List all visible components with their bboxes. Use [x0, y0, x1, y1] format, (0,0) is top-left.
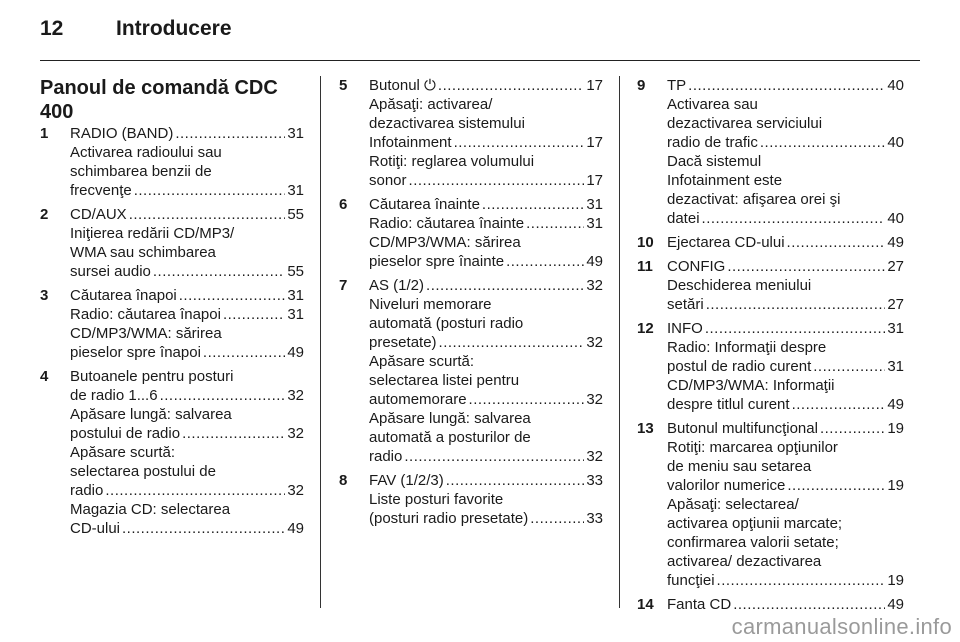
entry-line — [369, 314, 603, 333]
entry-text: automată (posturi radio — [369, 315, 524, 332]
dot-leader — [727, 257, 885, 276]
entry-line-with-page — [667, 319, 904, 338]
page-reference: 33 — [586, 510, 603, 527]
entry-text: postului de radio — [70, 425, 181, 442]
page-reference: 40 — [887, 210, 904, 227]
entry-text: Infotainment — [369, 134, 452, 151]
page-reference: 49 — [887, 596, 904, 613]
entry-line-with-page — [369, 471, 603, 490]
page-reference: 40 — [887, 134, 904, 151]
entry-text: postul de radio curent — [667, 358, 812, 375]
entry-text: WMA sau schimbarea — [70, 244, 216, 261]
entry-line-with-page — [70, 386, 304, 405]
entry-line — [667, 514, 904, 533]
entry-line — [667, 152, 904, 171]
dot-leader — [469, 390, 585, 409]
entry-line-with-page — [369, 76, 603, 95]
entry-line-with-page — [667, 209, 904, 228]
entry-line-with-page — [369, 214, 603, 233]
page-reference: 17 — [586, 77, 603, 94]
entry-text: datei — [667, 210, 700, 227]
dot-leader — [438, 76, 584, 95]
entry-line — [667, 438, 904, 457]
page-title: Introducere — [116, 17, 232, 40]
entry-line — [369, 114, 603, 133]
page-reference: 32 — [586, 277, 603, 294]
entry-text: Activarea sau — [667, 96, 758, 113]
entry-text: dezactivat: afişarea orei şi — [667, 191, 841, 208]
index-entry — [40, 205, 304, 281]
entry-line-with-page — [70, 286, 304, 305]
entry-text: sursei audio — [70, 263, 151, 280]
index-entry — [339, 471, 603, 528]
entry-text: selectarea listei pentru — [369, 372, 520, 389]
page-header — [40, 14, 920, 44]
page-number: 12 — [40, 17, 64, 40]
dot-leader — [760, 133, 885, 152]
entry-line-with-page — [369, 171, 603, 190]
entry-line-with-page — [70, 305, 304, 324]
entry-line-with-page — [369, 252, 603, 271]
entry-line — [70, 224, 304, 243]
index-entry — [637, 319, 904, 414]
entry-text: Căutarea înainte — [369, 196, 480, 213]
page-reference: 31 — [287, 287, 304, 304]
entry-text: CD/MP3/WMA: Informaţii — [667, 377, 835, 394]
entry-text: Căutarea înapoi — [70, 287, 177, 304]
header-divider — [40, 60, 920, 61]
entry-text: setări — [667, 296, 704, 313]
entry-text: Deschiderea meniului — [667, 277, 812, 294]
index-entry — [637, 257, 904, 314]
entry-text: INFO — [667, 320, 703, 337]
column-1 — [40, 76, 304, 543]
dot-leader — [792, 395, 886, 414]
entry-text: CD/MP3/WMA: sărirea — [70, 325, 222, 342]
entry-text: Activarea radioului sau — [70, 144, 222, 161]
entry-line-with-page — [667, 257, 904, 276]
entry-text: de meniu sau setarea — [667, 458, 812, 475]
entry-line — [369, 371, 603, 390]
entry-line — [667, 533, 904, 552]
entry-line — [667, 495, 904, 514]
entry-line — [369, 233, 603, 252]
column-divider — [619, 76, 620, 608]
entry-line-with-page — [70, 424, 304, 443]
entry-number: 3 — [40, 287, 49, 304]
dot-leader — [446, 471, 585, 490]
entry-text: radio — [70, 482, 104, 499]
entry-text: dezactivarea serviciului — [667, 115, 823, 132]
page-reference: 31 — [887, 320, 904, 337]
entry-text: frecvenţe — [70, 182, 132, 199]
page-reference: 55 — [287, 206, 304, 223]
entry-text: (posturi radio presetate) — [369, 510, 529, 527]
dot-leader — [702, 209, 886, 228]
page-reference: 32 — [287, 482, 304, 499]
index-entry — [637, 595, 904, 614]
dot-leader — [105, 481, 285, 500]
entry-line-with-page — [667, 595, 904, 614]
entry-line-with-page — [70, 124, 304, 143]
page-reference: 33 — [586, 472, 603, 489]
page-reference: 19 — [887, 420, 904, 437]
entry-text: Radio: căutarea înainte — [369, 215, 525, 232]
entry-line-with-page — [369, 509, 603, 528]
index-entry — [637, 76, 904, 228]
entry-text: Iniţierea redării CD/MP3/ — [70, 225, 235, 242]
entry-line — [70, 500, 304, 519]
entry-text: radio de trafic — [667, 134, 758, 151]
dot-leader — [223, 305, 285, 324]
entry-text: RADIO (BAND) — [70, 125, 174, 142]
entry-text: activarea opţiunii marcate; — [667, 515, 843, 532]
index-entry — [637, 419, 904, 590]
dot-leader — [526, 214, 584, 233]
page-reference: 31 — [287, 182, 304, 199]
entry-number: 1 — [40, 125, 49, 142]
dot-leader — [409, 171, 585, 190]
entry-text: Butonul ⏻ — [369, 77, 436, 94]
entry-text: selectarea postului de — [70, 463, 216, 480]
entry-text: Infotainment este — [667, 172, 783, 189]
page-reference: 40 — [887, 77, 904, 94]
entry-text: pieselor spre înainte — [369, 253, 505, 270]
column-3 — [637, 76, 904, 619]
dot-leader — [160, 386, 286, 405]
entry-text: CD/MP3/WMA: sărirea — [369, 234, 521, 251]
dot-leader — [733, 595, 885, 614]
entry-number: 9 — [637, 77, 646, 94]
page-reference: 17 — [586, 172, 603, 189]
page-reference: 31 — [586, 196, 603, 213]
watermark: carmanualsonline.info — [731, 614, 952, 639]
entry-line — [70, 162, 304, 181]
entry-number: 8 — [339, 472, 348, 489]
entry-text: despre titlul curent — [667, 396, 790, 413]
page-reference: 49 — [887, 396, 904, 413]
entry-text: Butonul multifuncţional — [667, 420, 818, 437]
entry-line — [369, 490, 603, 509]
page-reference: 31 — [287, 125, 304, 142]
entry-line — [369, 352, 603, 371]
entry-text: Rotiţi: reglarea volumului — [369, 153, 535, 170]
entry-line-with-page — [369, 447, 603, 466]
entry-number: 7 — [339, 277, 348, 294]
entry-line-with-page — [70, 181, 304, 200]
entry-line-with-page — [369, 390, 603, 409]
page-reference: 19 — [887, 572, 904, 589]
dot-leader — [705, 319, 885, 338]
entry-line-with-page — [667, 357, 904, 376]
entry-line — [667, 376, 904, 395]
dot-leader — [203, 343, 285, 362]
dot-leader — [153, 262, 285, 281]
entry-line-with-page — [667, 133, 904, 152]
entry-line — [667, 338, 904, 357]
entry-text: Magazia CD: selectarea — [70, 501, 231, 518]
entry-line — [70, 324, 304, 343]
entry-text: schimbarea benzii de — [70, 163, 212, 180]
entry-line-with-page — [667, 295, 904, 314]
entry-line-with-page — [70, 205, 304, 224]
entry-line — [369, 95, 603, 114]
entry-text: activarea/ dezactivarea — [667, 553, 822, 570]
entry-text: pieselor spre înapoi — [70, 344, 201, 361]
entry-line — [70, 405, 304, 424]
page-reference: 49 — [586, 253, 603, 270]
entry-number: 4 — [40, 368, 49, 385]
entry-text: Radio: Informaţii despre — [667, 339, 827, 356]
entry-text: Ejectarea CD-ului — [667, 234, 785, 251]
page-reference: 31 — [287, 306, 304, 323]
entry-text: automemorare — [369, 391, 467, 408]
entry-text: CD-ului — [70, 520, 121, 537]
entry-text: valorilor numerice — [667, 477, 786, 494]
dot-leader — [717, 571, 886, 590]
entry-line — [369, 295, 603, 314]
entry-line — [667, 552, 904, 571]
entry-text: confirmarea valorii setate; — [667, 534, 839, 551]
entry-line — [667, 457, 904, 476]
dot-leader — [179, 286, 286, 305]
index-entry — [40, 286, 304, 362]
entry-line-with-page — [369, 276, 603, 295]
page-reference: 32 — [287, 387, 304, 404]
entry-text: AS (1/2) — [369, 277, 425, 294]
entry-text: sonor — [369, 172, 407, 189]
entry-line-with-page — [667, 233, 904, 252]
entry-text: de radio 1...6 — [70, 387, 158, 404]
entry-line — [70, 367, 304, 386]
entry-text: Liste posturi favorite — [369, 491, 504, 508]
entry-line — [667, 190, 904, 209]
entry-line-with-page — [667, 76, 904, 95]
page-reference: 32 — [586, 334, 603, 351]
dot-leader — [426, 276, 584, 295]
entry-text: Butoanele pentru posturi — [70, 368, 234, 385]
page-reference: 17 — [586, 134, 603, 151]
page-reference: 32 — [287, 425, 304, 442]
index-entry — [339, 76, 603, 190]
entry-text: dezactivarea sistemului — [369, 115, 525, 132]
entry-number: 5 — [339, 77, 348, 94]
page-reference: 49 — [287, 344, 304, 361]
page-reference: 32 — [586, 391, 603, 408]
dot-leader — [787, 233, 886, 252]
dot-leader — [182, 424, 285, 443]
entry-text: Apăsaţi: selectarea/ — [667, 496, 799, 513]
entry-line — [70, 143, 304, 162]
dot-leader — [506, 252, 584, 271]
entry-text: Dacă sistemul — [667, 153, 762, 170]
entry-number: 6 — [339, 196, 348, 213]
entry-line — [70, 243, 304, 262]
entry-number: 12 — [637, 320, 654, 337]
entry-text: FAV (1/2/3) — [369, 472, 444, 489]
dot-leader — [439, 333, 585, 352]
entry-number: 10 — [637, 234, 654, 251]
entry-line — [667, 114, 904, 133]
page-reference: 31 — [586, 215, 603, 232]
dot-leader — [404, 447, 584, 466]
entry-text: Apăsaţi: activarea/ — [369, 96, 493, 113]
entry-text: funcţiei — [667, 572, 715, 589]
section-title: Panoul de comandă CDC 400 — [40, 77, 278, 123]
entry-line — [369, 409, 603, 428]
entry-line-with-page — [667, 419, 904, 438]
entry-number: 11 — [637, 258, 653, 275]
entry-line-with-page — [369, 195, 603, 214]
entry-text: Fanta CD — [667, 596, 732, 613]
index-entry — [339, 195, 603, 271]
entry-number: 14 — [637, 596, 654, 613]
entry-text: Apăsare scurtă: — [70, 444, 176, 461]
column-divider — [320, 76, 321, 608]
page-reference: 32 — [586, 448, 603, 465]
entry-line-with-page — [70, 481, 304, 500]
entry-text: automată a posturilor de — [369, 429, 531, 446]
dot-leader — [122, 519, 285, 538]
entry-line — [667, 276, 904, 295]
page-reference: 49 — [887, 234, 904, 251]
entry-text: Apăsare lungă: salvarea — [369, 410, 531, 427]
entry-text: Apăsare lungă: salvarea — [70, 406, 232, 423]
page-reference: 49 — [287, 520, 304, 537]
index-entry — [339, 276, 603, 466]
entry-text: Radio: căutarea înapoi — [70, 306, 221, 323]
entry-line — [70, 443, 304, 462]
entry-text: radio — [369, 448, 403, 465]
dot-leader — [820, 419, 885, 438]
entry-line-with-page — [667, 571, 904, 590]
dot-leader — [134, 181, 286, 200]
page-reference: 55 — [287, 263, 304, 280]
dot-leader — [706, 295, 886, 314]
entry-line — [369, 428, 603, 447]
index-entry — [40, 124, 304, 200]
dot-leader — [530, 509, 584, 528]
entry-text: CONFIG — [667, 258, 726, 275]
index-entry — [637, 233, 904, 252]
entry-line-with-page — [369, 133, 603, 152]
entry-line-with-page — [70, 519, 304, 538]
entry-text: Niveluri memorare — [369, 296, 492, 313]
entry-line-with-page — [70, 262, 304, 281]
entry-text: Rotiţi: marcarea opţiunilor — [667, 439, 838, 456]
column-2 — [339, 76, 603, 533]
entry-line-with-page — [70, 343, 304, 362]
entry-line — [369, 152, 603, 171]
entry-text: TP — [667, 77, 687, 94]
dot-leader — [175, 124, 285, 143]
page-reference: 27 — [887, 258, 904, 275]
index-entry — [40, 367, 304, 538]
entry-text: Apăsare scurtă: — [369, 353, 475, 370]
dot-leader — [813, 357, 885, 376]
entry-line-with-page — [667, 395, 904, 414]
entry-line — [70, 462, 304, 481]
dot-leader — [688, 76, 885, 95]
dot-leader — [787, 476, 885, 495]
entry-number: 13 — [637, 420, 654, 437]
dot-leader — [482, 195, 584, 214]
entry-line-with-page — [667, 476, 904, 495]
dot-leader — [454, 133, 585, 152]
page-reference: 19 — [887, 477, 904, 494]
entry-number: 2 — [40, 206, 49, 223]
page-reference: 27 — [887, 296, 904, 313]
entry-text: CD/AUX — [70, 206, 127, 223]
entry-line — [667, 95, 904, 114]
entry-text: presetate) — [369, 334, 437, 351]
dot-leader — [129, 205, 286, 224]
page-reference: 31 — [887, 358, 904, 375]
entry-line-with-page — [369, 333, 603, 352]
entry-line — [667, 171, 904, 190]
